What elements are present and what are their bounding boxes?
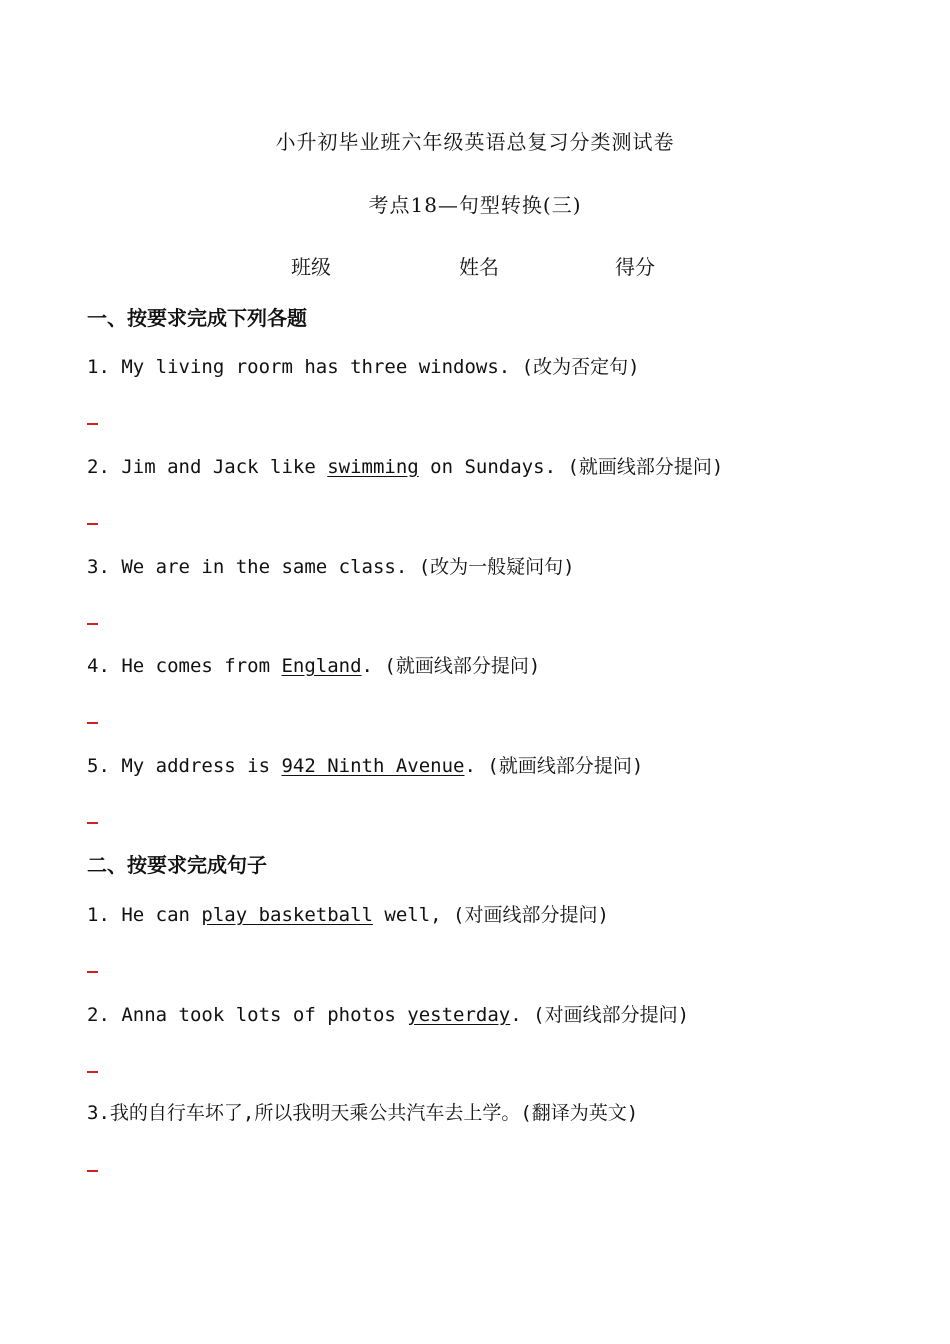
s2-answer-line-1[interactable] xyxy=(87,971,98,973)
s1-question-3: 3. We are in the same class. (改为一般疑问句) xyxy=(87,556,575,578)
s1-answer-line-3[interactable] xyxy=(87,623,98,625)
s1-question-1: 1. My living roorm has three windows. (改为否定句) xyxy=(87,356,640,378)
s2-question-2: 2. Anna took lots of photos yesterday. (对画线部分提问) xyxy=(87,1004,690,1026)
underlined-phrase: 942 Ninth Avenue xyxy=(281,755,465,777)
section-2-heading: 二、按要求完成句子 xyxy=(87,853,267,877)
underlined-phrase: yesterday xyxy=(407,1004,511,1026)
s1-answer-line-2[interactable] xyxy=(87,523,98,525)
s1-answer-line-5[interactable] xyxy=(87,822,98,824)
s2-question-3: 3.我的自行车坏了,所以我明天乘公共汽车去上学。(翻译为英文) xyxy=(87,1102,639,1124)
class-label: 班级 xyxy=(291,255,331,279)
s1-question-2: 2. Jim and Jack like swimming on Sundays. (就画线部分提问) xyxy=(87,456,724,478)
underlined-phrase: swimming xyxy=(327,456,419,478)
s2-answer-line-2[interactable] xyxy=(87,1071,98,1073)
s1-question-5: 5. My address is 942 Ninth Avenue. (就画线部分提问) xyxy=(87,755,644,777)
exam-subtitle: 考点18—句型转换(三) xyxy=(368,193,582,217)
s2-question-1: 1. He can play basketball well, (对画线部分提问) xyxy=(87,904,609,926)
section-1-heading: 一、按要求完成下列各题 xyxy=(87,306,307,330)
score-label: 得分 xyxy=(615,255,655,279)
name-label: 姓名 xyxy=(459,255,499,279)
s1-answer-line-1[interactable] xyxy=(87,423,98,425)
underlined-phrase: England xyxy=(281,655,362,677)
underlined-phrase: play basketball xyxy=(201,904,373,926)
exam-title: 小升初毕业班六年级英语总复习分类测试卷 xyxy=(275,130,675,154)
s1-question-4: 4. He comes from England. (就画线部分提问) xyxy=(87,655,541,677)
s1-answer-line-4[interactable] xyxy=(87,722,98,724)
s2-answer-line-3[interactable] xyxy=(87,1170,98,1172)
